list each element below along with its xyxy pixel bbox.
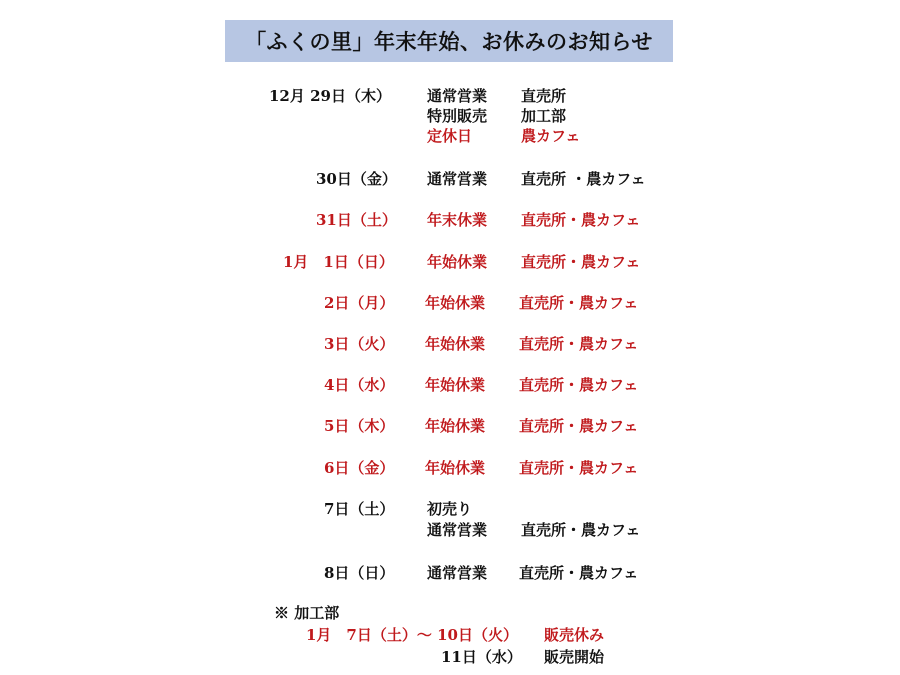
row-date-jan-4: 4日（水） xyxy=(324,376,395,394)
row-location: 直売所・農カフェ xyxy=(519,417,639,435)
row-location: 農カフェ xyxy=(521,127,581,145)
notice-title: 「ふくの里」年末年始、お休みのお知らせ xyxy=(225,20,673,62)
row-location: 直売所・農カフェ xyxy=(521,521,641,539)
note-closure-text: 販売休み xyxy=(544,626,605,644)
row-location: 直売所・農カフェ xyxy=(519,335,639,353)
row-location: 直売所・農カフェ xyxy=(519,376,639,394)
row-date-jan-2: 2日（月） xyxy=(324,294,395,312)
row-status: 年始休業 xyxy=(425,376,486,394)
row-status: 特別販売 xyxy=(427,107,488,125)
row-date-jan-8: 8日（日） xyxy=(324,564,395,582)
row-location: 直売所 ・農カフェ xyxy=(521,170,646,188)
row-location: 直売所・農カフェ xyxy=(521,211,641,229)
row-status: 年始休業 xyxy=(425,459,486,477)
row-date-jan-3: 3日（火） xyxy=(324,335,395,353)
row-location: 直売所・農カフェ xyxy=(521,253,641,271)
row-date-dec-31: 31日（土） xyxy=(316,211,397,229)
row-status: 通常営業 xyxy=(427,521,488,539)
row-date-dec-30: 30日（金） xyxy=(316,170,397,188)
row-location: 直売所・農カフェ xyxy=(519,564,639,582)
row-location: 直売所・農カフェ xyxy=(519,459,639,477)
row-status: 通常営業 xyxy=(427,87,488,105)
note-reopen-text: 販売開始 xyxy=(544,648,605,666)
note-reopen-date: 11日（水） xyxy=(441,648,522,666)
row-status: 通常営業 xyxy=(427,170,488,188)
row-status: 通常営業 xyxy=(427,564,488,582)
row-location: 直売所 xyxy=(521,87,567,105)
row-date-jan-1: 1月 1日（日） xyxy=(283,253,394,271)
note-closure-dates: 1月 7日（土）～ 10日（火） xyxy=(306,626,518,644)
row-date-jan-7: 7日（土） xyxy=(324,500,395,518)
row-date-jan-6: 6日（金） xyxy=(324,459,395,477)
row-status: 年始休業 xyxy=(427,253,488,271)
note-header: ※ 加工部 xyxy=(274,604,340,622)
row-status: 初売り xyxy=(427,500,473,518)
row-location: 加工部 xyxy=(521,107,567,125)
row-date-dec-29: 12月 29日（木） xyxy=(269,87,391,105)
row-status: 年末休業 xyxy=(427,211,488,229)
row-status: 年始休業 xyxy=(425,294,486,312)
row-status: 定休日 xyxy=(427,127,473,145)
row-location: 直売所・農カフェ xyxy=(519,294,639,312)
row-status: 年始休業 xyxy=(425,417,486,435)
row-date-jan-5: 5日（木） xyxy=(324,417,395,435)
row-status: 年始休業 xyxy=(425,335,486,353)
